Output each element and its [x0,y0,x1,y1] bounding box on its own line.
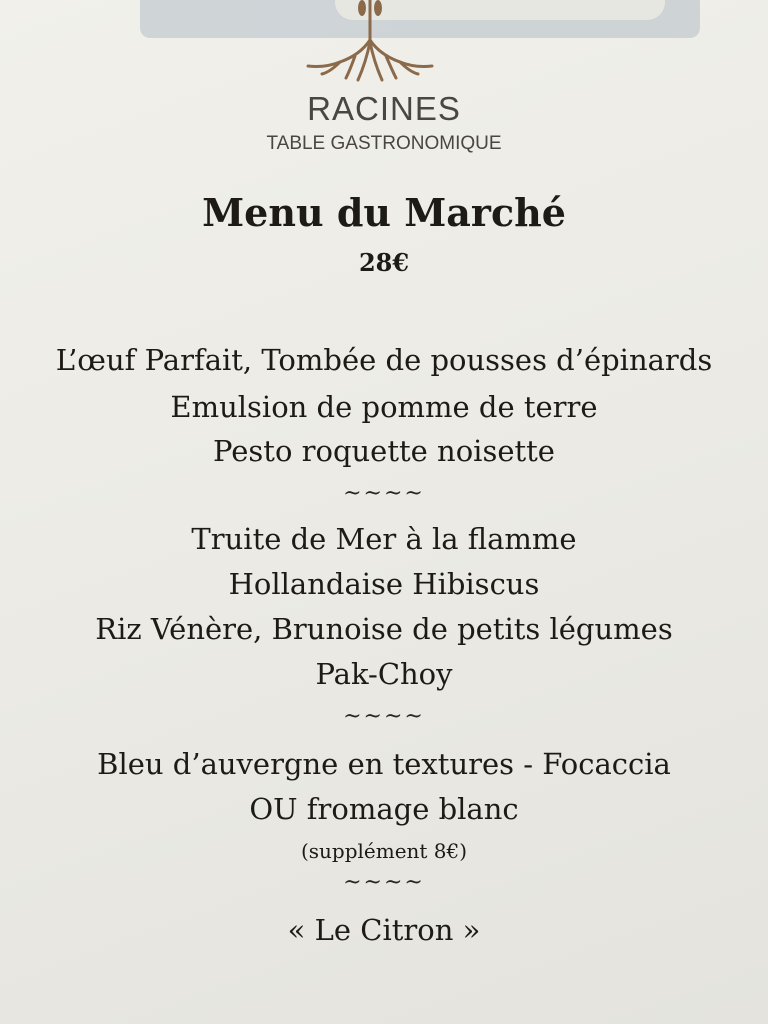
separator: ~~~~ [343,704,425,729]
course-2-line-3: Riz Vénère, Brunoise de petits légumes [95,612,673,646]
menu-title: Menu du Marché [202,190,566,235]
course-2-line-4: Pak-Choy [315,657,453,691]
brand-name: RACINES [307,90,461,127]
course-1-line-3: Pesto roquette noisette [213,434,555,468]
tree-roots-icon [300,0,440,90]
course-4-line-1: « Le Citron » [287,913,481,947]
course-3-line-2: OU fromage blanc [249,792,519,826]
course-3-note: (supplément 8€) [300,839,468,863]
course-3-line-1: Bleu d’auvergne en textures - Focaccia [97,747,671,781]
course-2-line-1: Truite de Mer à la flamme [191,522,577,556]
course-1-line-1: L’œuf Parfait, Tombée de pousses d’épinards [55,343,713,377]
separator: ~~~~ [343,481,425,506]
course-2-line-2: Hollandaise Hibiscus [228,567,540,601]
menu-price: 28€ [358,248,410,277]
separator: ~~~~ [343,870,425,895]
brand-subtitle: TABLE GASTRONOMIQUE [266,133,502,154]
course-1-line-2: Emulsion de pomme de terre [170,390,598,424]
